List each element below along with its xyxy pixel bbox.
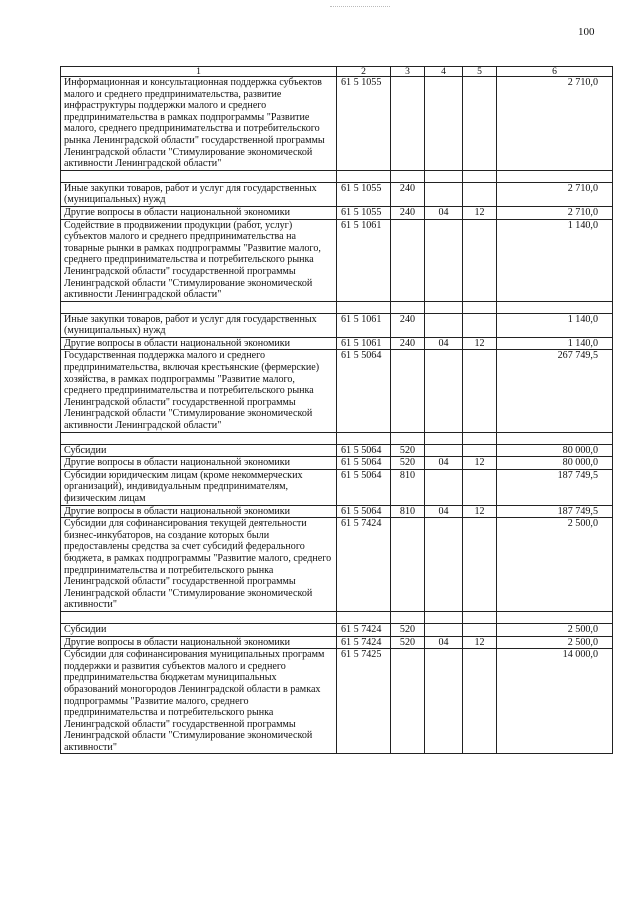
spacer-cell [425, 432, 463, 444]
cell-csr: 61 5 1055 [337, 182, 391, 206]
cell-name: Иные закупки товаров, работ и услуг для государственных (муниципальных) нужд [61, 182, 337, 206]
cell-csr: 61 5 5064 [337, 444, 391, 457]
spacer-row [61, 611, 613, 623]
spacer-cell [61, 432, 337, 444]
spacer-cell [497, 432, 613, 444]
cell-sum: 267 749,5 [497, 350, 613, 432]
cell-vr: 520 [391, 623, 425, 636]
cell-csr: 61 5 7424 [337, 623, 391, 636]
cell-sum: 2 500,0 [497, 623, 613, 636]
cell-vr [391, 649, 425, 754]
cell-csr: 61 5 1055 [337, 206, 391, 219]
cell-rz [425, 649, 463, 754]
spacer-cell [337, 301, 391, 313]
table-row [61, 337, 613, 350]
cell-rz: 04 [425, 206, 463, 219]
header-cell: 3 [391, 67, 425, 77]
cell-sum: 14 000,0 [497, 649, 613, 754]
cell-name: Другие вопросы в области национальной экономики [61, 337, 337, 350]
cell-csr: 61 5 1055 [337, 77, 391, 171]
spacer-cell [337, 170, 391, 182]
cell-csr: 61 5 5064 [337, 469, 391, 505]
cell-pr [463, 350, 497, 432]
cell-vr: 520 [391, 457, 425, 470]
cell-csr: 61 5 7424 [337, 636, 391, 649]
cell-name: Субсидии для софинансирования муниципальных программ поддержки и развития субъектов малого и среднего предпринимательства бюджетам муниципальных образований моногородов Ленинградской области в рамках подпрограммы "Развитие малого, среднего предпринимательства и потребительского рынка Ленинградской области" государственной программы Ленинградской области "Стимулирование экономической активности" [61, 649, 337, 754]
cell-name: Иные закупки товаров, работ и услуг для государственных (муниципальных) нужд [61, 313, 337, 337]
cell-pr: 12 [463, 636, 497, 649]
table-row [61, 636, 613, 649]
spacer-cell [497, 611, 613, 623]
spacer-cell [463, 432, 497, 444]
cell-sum: 80 000,0 [497, 457, 613, 470]
cell-pr [463, 518, 497, 612]
cell-vr: 240 [391, 313, 425, 337]
header-cell: 1 [61, 67, 337, 77]
table-row [61, 623, 613, 636]
cell-csr: 61 5 7424 [337, 518, 391, 612]
cell-sum: 187 749,5 [497, 469, 613, 505]
cell-rz: 04 [425, 457, 463, 470]
spacer-cell [463, 301, 497, 313]
cell-pr: 12 [463, 505, 497, 518]
spacer-cell [61, 611, 337, 623]
table-row [61, 350, 613, 432]
cell-csr: 61 5 5064 [337, 457, 391, 470]
spacer-cell [497, 301, 613, 313]
cell-pr [463, 444, 497, 457]
cell-rz [425, 77, 463, 171]
table-row [61, 457, 613, 470]
cell-sum: 2 710,0 [497, 182, 613, 206]
cell-rz [425, 518, 463, 612]
cell-csr: 61 5 1061 [337, 337, 391, 350]
cell-rz: 04 [425, 505, 463, 518]
spacer-cell [425, 170, 463, 182]
cell-pr [463, 469, 497, 505]
cell-vr: 240 [391, 182, 425, 206]
cell-pr: 12 [463, 337, 497, 350]
cell-pr [463, 219, 497, 301]
table-row [61, 219, 613, 301]
cell-vr: 240 [391, 337, 425, 350]
cell-name: Субсидии [61, 444, 337, 457]
header-cell: 5 [463, 67, 497, 77]
spacer-row [61, 432, 613, 444]
cell-pr [463, 313, 497, 337]
budget-table [60, 66, 613, 754]
cell-rz [425, 219, 463, 301]
spacer-cell [61, 301, 337, 313]
cell-pr: 12 [463, 206, 497, 219]
table-row [61, 444, 613, 457]
cell-csr: 61 5 5064 [337, 505, 391, 518]
cell-name: Содействие в продвижении продукции (работ, услуг) субъектов малого и среднего предпринимательства на товарные рынки в рамках подпрограммы "Развитие малого, среднего предпринимательства и потребительского рынка Ленинградской области" государственной программы Ленинградской области "Стимулирование экономической активности Ленинградской области" [61, 219, 337, 301]
spacer-cell [463, 611, 497, 623]
cell-name: Информационная и консультационная поддержка субъектов малого и среднего предпринимательства, развитие инфраструктуры поддержки малого и среднего предпринимательства в рамках подпрограммы "Развитие малого, среднего предпринимательства и потребительского рынка Ленинградской области" государственной программы Ленинградской области "Стимулирование экономической активности Ленинградской области" [61, 77, 337, 171]
cell-csr: 61 5 1061 [337, 313, 391, 337]
cell-sum: 2 710,0 [497, 77, 613, 171]
cell-sum: 2 500,0 [497, 518, 613, 612]
spacer-cell [391, 170, 425, 182]
table-row [61, 505, 613, 518]
table-row [61, 206, 613, 219]
cell-vr [391, 77, 425, 171]
scan-artifact [330, 6, 390, 8]
spacer-cell [391, 611, 425, 623]
cell-pr [463, 182, 497, 206]
table-row [61, 649, 613, 754]
cell-vr: 520 [391, 444, 425, 457]
cell-name: Другие вопросы в области национальной экономики [61, 636, 337, 649]
table-row [61, 182, 613, 206]
cell-vr [391, 350, 425, 432]
cell-sum: 1 140,0 [497, 219, 613, 301]
spacer-cell [425, 301, 463, 313]
table-row [61, 518, 613, 612]
cell-rz: 04 [425, 636, 463, 649]
cell-vr: 240 [391, 206, 425, 219]
cell-name: Государственная поддержка малого и среднего предпринимательства, включая крестьянские (фермерские) хозяйства, в рамках подпрограммы "Развитие малого, среднего предпринимательства и потребительского рынка Ленинградской области" государственной программы Ленинградской области "Стимулирование экономической активности Ленинградской области" [61, 350, 337, 432]
table-row [61, 313, 613, 337]
cell-vr: 810 [391, 505, 425, 518]
cell-pr [463, 77, 497, 171]
table-row [61, 469, 613, 505]
spacer-cell [337, 432, 391, 444]
spacer-row [61, 301, 613, 313]
cell-vr [391, 219, 425, 301]
cell-sum: 80 000,0 [497, 444, 613, 457]
cell-csr: 61 5 1061 [337, 219, 391, 301]
cell-name: Субсидии [61, 623, 337, 636]
cell-pr: 12 [463, 457, 497, 470]
cell-rz [425, 469, 463, 505]
spacer-cell [391, 432, 425, 444]
cell-name: Субсидии юридическим лицам (кроме некоммерческих организаций), индивидуальным предпринимателям, физическим лицам [61, 469, 337, 505]
cell-sum: 2 710,0 [497, 206, 613, 219]
cell-name: Другие вопросы в области национальной экономики [61, 457, 337, 470]
spacer-cell [425, 611, 463, 623]
header-cell: 6 [497, 67, 613, 77]
cell-rz [425, 313, 463, 337]
cell-sum: 1 140,0 [497, 337, 613, 350]
cell-rz [425, 182, 463, 206]
cell-name: Другие вопросы в области национальной экономики [61, 206, 337, 219]
cell-name: Субсидии для софинансирования текущей деятельности бизнес-инкубаторов, на создание которых были предоставлены средства за счет субсидий федерального бюджета, в рамках подпрограммы "Развитие малого, среднего предпринимательства и потребительского рынка Ленинградской области" государственной программы Ленинградской области "Стимулирование экономической активности" [61, 518, 337, 612]
cell-pr [463, 649, 497, 754]
header-row [61, 67, 613, 77]
cell-pr [463, 623, 497, 636]
header-cell: 4 [425, 67, 463, 77]
spacer-cell [61, 170, 337, 182]
cell-rz [425, 623, 463, 636]
cell-vr: 520 [391, 636, 425, 649]
cell-sum: 2 500,0 [497, 636, 613, 649]
header-cell: 2 [337, 67, 391, 77]
cell-vr: 810 [391, 469, 425, 505]
cell-sum: 1 140,0 [497, 313, 613, 337]
spacer-cell [497, 170, 613, 182]
spacer-cell [391, 301, 425, 313]
cell-vr [391, 518, 425, 612]
cell-csr: 61 5 7425 [337, 649, 391, 754]
spacer-cell [463, 170, 497, 182]
cell-rz [425, 350, 463, 432]
cell-rz: 04 [425, 337, 463, 350]
table-row [61, 77, 613, 171]
cell-csr: 61 5 5064 [337, 350, 391, 432]
spacer-row [61, 170, 613, 182]
page-number: 100 [578, 26, 595, 38]
cell-name: Другие вопросы в области национальной экономики [61, 505, 337, 518]
cell-sum: 187 749,5 [497, 505, 613, 518]
spacer-cell [337, 611, 391, 623]
cell-rz [425, 444, 463, 457]
